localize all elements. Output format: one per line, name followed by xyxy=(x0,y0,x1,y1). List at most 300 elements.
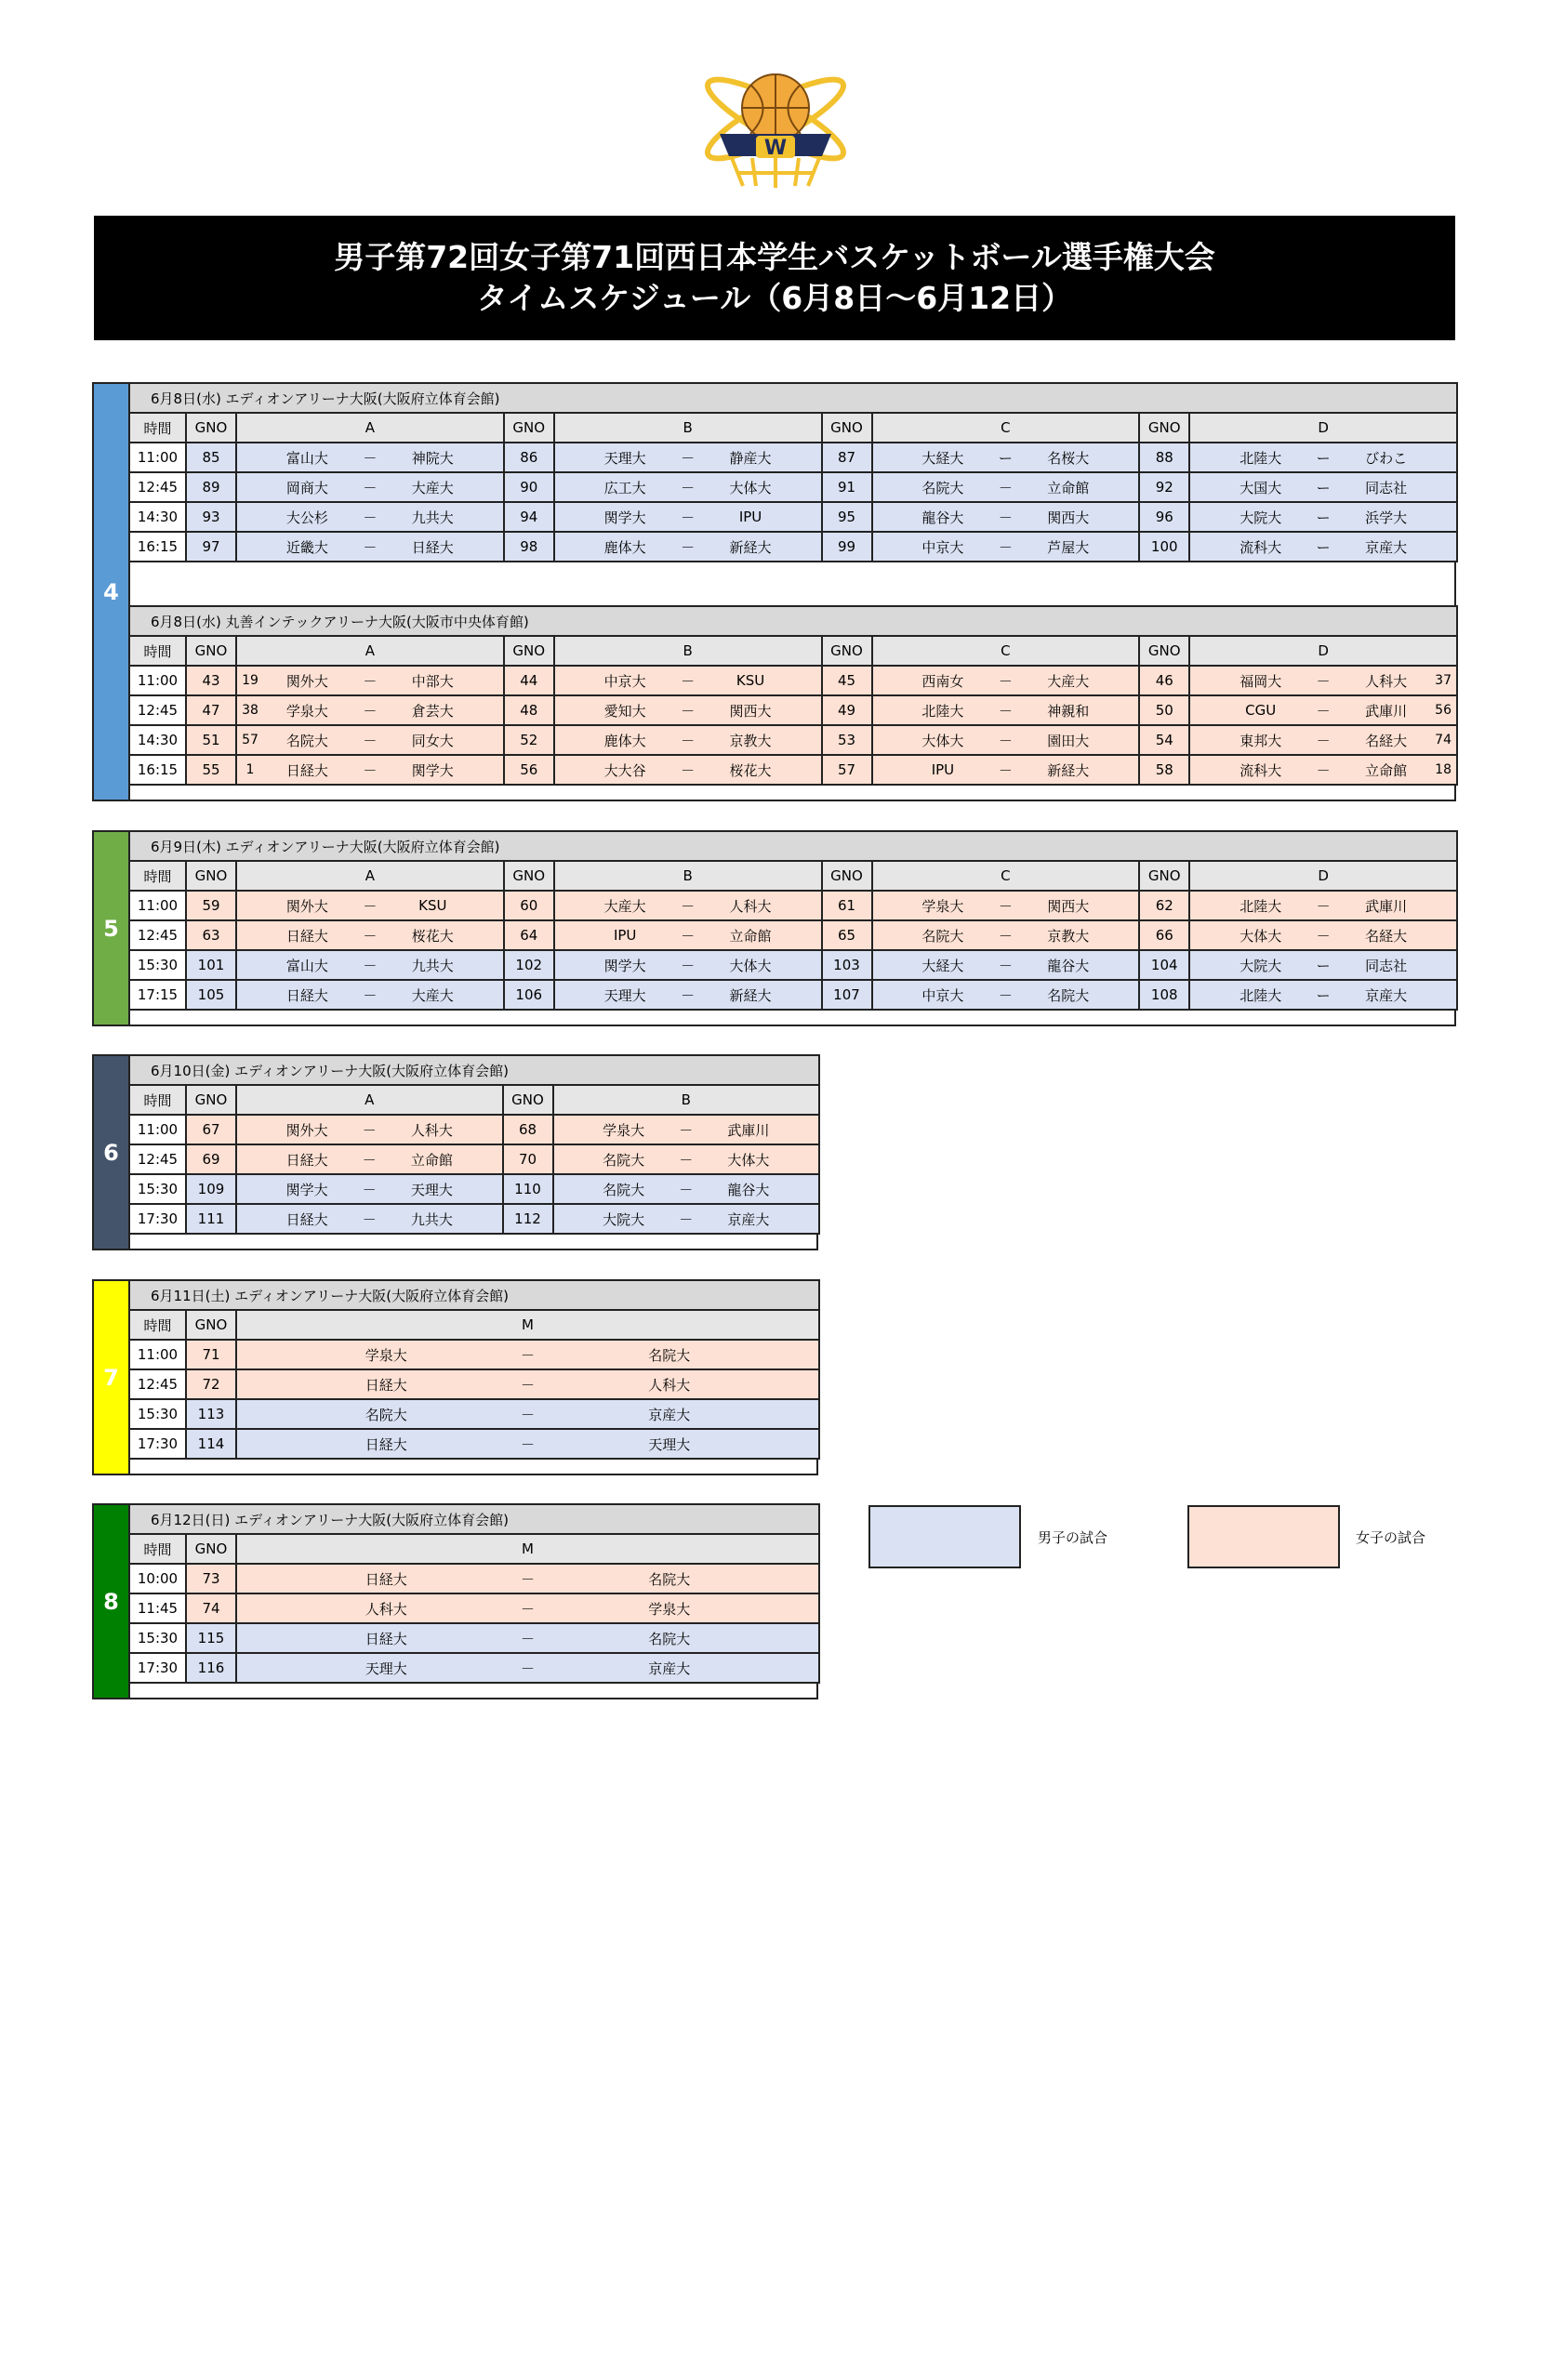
team-away: 京教大 xyxy=(729,732,772,749)
match-cell xyxy=(872,532,1140,562)
versus-sep: － xyxy=(362,1151,377,1169)
match-cell xyxy=(553,1144,820,1174)
match-cell xyxy=(554,920,822,950)
time-cell: 12:45 xyxy=(129,472,186,502)
table-row xyxy=(129,666,1457,695)
header-court: M xyxy=(236,1534,819,1564)
versus-sep: － xyxy=(363,761,378,779)
versus-sep: － xyxy=(363,897,378,915)
match-cell xyxy=(872,950,1140,980)
match-cell xyxy=(1189,950,1457,980)
versus-sep: － xyxy=(1316,732,1331,749)
venue-title: 6月11日(土) エディオンアリーナ大阪(大阪府立体育会館) xyxy=(129,1280,819,1310)
team-away: 中部大 xyxy=(411,672,454,690)
match-cell xyxy=(236,1429,819,1459)
team-home: 岡商大 xyxy=(285,479,328,496)
versus-sep: － xyxy=(681,957,696,974)
versus-sep: － xyxy=(1316,672,1331,690)
team-home: 中京大 xyxy=(603,672,646,690)
match-cell xyxy=(236,1399,819,1429)
schedule-table xyxy=(128,1054,820,1235)
match-cell xyxy=(1189,725,1457,755)
team-away: 立命館 xyxy=(1365,761,1408,779)
team-away: 京産大 xyxy=(1365,538,1408,556)
match-cell xyxy=(872,666,1140,695)
header-gno: GNO xyxy=(822,861,872,891)
seed-right: 56 xyxy=(1435,703,1452,718)
game-number: 65 xyxy=(822,920,872,950)
game-number: 45 xyxy=(822,666,872,695)
match-cell xyxy=(236,1204,503,1234)
time-cell: 11:00 xyxy=(129,443,186,472)
table-row xyxy=(129,1623,819,1653)
header-time: 時間 xyxy=(129,636,186,666)
team-home: 北陸大 xyxy=(1239,897,1282,915)
team-home: 流科大 xyxy=(1239,538,1282,556)
versus-sep: － xyxy=(998,672,1013,690)
header-court: C xyxy=(872,636,1140,666)
team-home: 北陸大 xyxy=(921,702,964,720)
team-home: 西南女 xyxy=(921,672,964,690)
match-cell xyxy=(1189,695,1457,725)
game-number: 106 xyxy=(504,980,554,1010)
match-cell xyxy=(1189,666,1457,695)
versus-sep: － xyxy=(363,509,378,526)
table-row xyxy=(129,1399,819,1429)
time-cell: 12:45 xyxy=(129,920,186,950)
versus-sep: － xyxy=(521,1376,536,1394)
team-home: 日経大 xyxy=(285,1210,328,1228)
game-number: 69 xyxy=(186,1144,236,1174)
header-gno: GNO xyxy=(503,1085,553,1115)
versus-sep: － xyxy=(521,1435,536,1453)
team-away: 九共大 xyxy=(411,957,454,974)
match-cell xyxy=(236,502,504,532)
game-number: 115 xyxy=(186,1623,236,1653)
game-number: 50 xyxy=(1139,695,1189,725)
day-number: 7 xyxy=(94,1281,130,1474)
match-cell xyxy=(236,666,504,695)
versus-sep: － xyxy=(363,927,378,945)
time-cell: 12:45 xyxy=(129,1369,186,1399)
team-home: 大体大 xyxy=(921,732,964,749)
versus-sep: － xyxy=(1316,927,1331,945)
table-row xyxy=(129,1144,819,1174)
team-away: 武庫川 xyxy=(1365,897,1408,915)
team-home: 学泉大 xyxy=(603,1121,645,1139)
game-number: 111 xyxy=(186,1204,236,1234)
match-cell xyxy=(236,980,504,1010)
game-number: 100 xyxy=(1139,532,1189,562)
match-cell xyxy=(554,666,822,695)
versus-sep: － xyxy=(521,1570,536,1588)
team-away: 人科大 xyxy=(1365,672,1408,690)
team-home: 東邦大 xyxy=(1239,732,1282,749)
team-home: 富山大 xyxy=(285,449,328,467)
title-line-1: 男子第72回女子第71回西日本学生バスケットボール選手権大会 xyxy=(334,239,1215,275)
match-cell xyxy=(236,443,504,472)
day-block xyxy=(92,1279,818,1475)
versus-sep: － xyxy=(362,1121,377,1139)
header-gno: GNO xyxy=(504,413,554,443)
team-away: 浜学大 xyxy=(1365,509,1408,526)
header-court: A xyxy=(236,861,504,891)
header-time: 時間 xyxy=(129,413,186,443)
game-number: 110 xyxy=(503,1174,553,1204)
team-home: 龍谷大 xyxy=(921,509,964,526)
team-away: 名院大 xyxy=(648,1630,691,1647)
seed-left: 1 xyxy=(245,762,255,777)
team-home: 名院大 xyxy=(921,479,964,496)
header-gno: GNO xyxy=(186,413,236,443)
header-court: A xyxy=(236,636,504,666)
time-cell: 15:30 xyxy=(129,1623,186,1653)
header-court: D xyxy=(1189,413,1457,443)
team-away: 大産大 xyxy=(411,479,454,496)
game-number: 116 xyxy=(186,1653,236,1683)
team-home: 天理大 xyxy=(603,449,646,467)
team-home: 関学大 xyxy=(603,509,646,526)
game-number: 73 xyxy=(186,1564,236,1593)
header-court: A xyxy=(236,1085,503,1115)
match-cell xyxy=(1189,472,1457,502)
game-number: 93 xyxy=(186,502,236,532)
match-cell xyxy=(872,472,1140,502)
game-number: 88 xyxy=(1139,443,1189,472)
match-cell xyxy=(1189,532,1457,562)
versus-sep: － xyxy=(998,927,1013,945)
time-cell: 11:00 xyxy=(129,1340,186,1369)
header-court: A xyxy=(236,413,504,443)
team-away: 神院大 xyxy=(411,449,454,467)
header-gno: GNO xyxy=(822,413,872,443)
versus-sep: － xyxy=(681,672,696,690)
table-row xyxy=(129,725,1457,755)
time-cell: 11:45 xyxy=(129,1593,186,1623)
header-gno: GNO xyxy=(1139,636,1189,666)
team-away: 桜花大 xyxy=(411,927,454,945)
team-away: 天理大 xyxy=(410,1181,453,1198)
game-number: 105 xyxy=(186,980,236,1010)
day-number: 5 xyxy=(94,832,130,1025)
day-block xyxy=(92,1503,818,1699)
team-home: 名院大 xyxy=(603,1151,645,1169)
day-number: 6 xyxy=(94,1056,130,1249)
team-home: 名院大 xyxy=(365,1406,407,1423)
day-block xyxy=(92,830,1456,1026)
game-number: 74 xyxy=(186,1593,236,1623)
game-number: 112 xyxy=(503,1204,553,1234)
versus-sep: － xyxy=(363,672,378,690)
team-away: 同志社 xyxy=(1365,957,1408,974)
header-court: B xyxy=(554,413,822,443)
team-away: 京産大 xyxy=(1365,986,1408,1004)
table-row xyxy=(129,891,1457,920)
match-cell xyxy=(1189,502,1457,532)
versus-sep: － xyxy=(998,732,1013,749)
match-cell xyxy=(554,443,822,472)
team-away: 武庫川 xyxy=(1365,702,1408,720)
game-number: 103 xyxy=(822,950,872,980)
match-cell xyxy=(236,755,504,785)
team-away: 龍谷大 xyxy=(1047,957,1090,974)
match-cell xyxy=(872,695,1140,725)
table-row xyxy=(129,532,1457,562)
venue-title: 6月12日(日) エディオンアリーナ大阪(大阪府立体育会館) xyxy=(129,1504,819,1534)
team-away: 九共大 xyxy=(411,509,454,526)
match-cell xyxy=(236,1623,819,1653)
match-cell xyxy=(236,472,504,502)
versus-sep: － xyxy=(1316,702,1331,720)
versus-sep: － xyxy=(363,702,378,720)
match-cell xyxy=(236,695,504,725)
table-row xyxy=(129,1429,819,1459)
match-cell xyxy=(553,1204,820,1234)
game-number: 51 xyxy=(186,725,236,755)
table-row xyxy=(129,472,1457,502)
match-cell xyxy=(554,532,822,562)
game-number: 54 xyxy=(1139,725,1189,755)
table-row xyxy=(129,1115,819,1144)
match-cell xyxy=(236,1564,819,1593)
team-home: 天理大 xyxy=(365,1659,407,1677)
team-home: 大経大 xyxy=(921,449,964,467)
versus-sep: ー xyxy=(1316,509,1331,526)
game-number: 49 xyxy=(822,695,872,725)
schedule-table xyxy=(128,830,1458,1011)
time-cell: 12:45 xyxy=(129,1144,186,1174)
team-home: 近畿大 xyxy=(285,538,328,556)
versus-sep: － xyxy=(521,1406,536,1423)
game-number: 68 xyxy=(503,1115,553,1144)
match-cell xyxy=(554,502,822,532)
team-away: 新経大 xyxy=(1047,761,1090,779)
team-home: 流科大 xyxy=(1239,761,1282,779)
game-number: 90 xyxy=(504,472,554,502)
versus-sep: － xyxy=(521,1659,536,1677)
time-cell: 17:30 xyxy=(129,1429,186,1459)
table-row xyxy=(129,1174,819,1204)
team-home: 学泉大 xyxy=(921,897,964,915)
game-number: 67 xyxy=(186,1115,236,1144)
header-court: B xyxy=(554,636,822,666)
seed-left: 38 xyxy=(242,703,258,718)
time-cell: 15:30 xyxy=(129,950,186,980)
team-home: CGU xyxy=(1245,702,1277,719)
game-number: 53 xyxy=(822,725,872,755)
versus-sep: － xyxy=(521,1630,536,1647)
game-number: 56 xyxy=(504,755,554,785)
game-number: 48 xyxy=(504,695,554,725)
team-home: 大大谷 xyxy=(603,761,646,779)
game-number: 95 xyxy=(822,502,872,532)
match-cell xyxy=(236,1369,819,1399)
team-away: 人科大 xyxy=(648,1376,691,1394)
match-cell xyxy=(236,1144,503,1174)
game-number: 113 xyxy=(186,1399,236,1429)
team-away: KSU xyxy=(736,672,765,689)
legend-women-swatch xyxy=(1187,1505,1340,1568)
team-away: 学泉大 xyxy=(648,1600,691,1618)
game-number: 86 xyxy=(504,443,554,472)
header-gno: GNO xyxy=(822,636,872,666)
match-cell xyxy=(554,950,822,980)
team-home: 日経大 xyxy=(285,761,328,779)
time-cell: 17:30 xyxy=(129,1653,186,1683)
team-home: 学泉大 xyxy=(285,702,328,720)
team-away: 大産大 xyxy=(411,986,454,1004)
match-cell xyxy=(236,891,504,920)
game-number: 66 xyxy=(1139,920,1189,950)
time-cell: 11:00 xyxy=(129,666,186,695)
game-number: 102 xyxy=(504,950,554,980)
table-row xyxy=(129,1653,819,1683)
team-home: 広工大 xyxy=(603,479,646,496)
team-home: 名院大 xyxy=(603,1181,645,1198)
team-away: 同女大 xyxy=(411,732,454,749)
game-number: 94 xyxy=(504,502,554,532)
versus-sep: － xyxy=(998,957,1013,974)
time-cell: 17:30 xyxy=(129,1204,186,1234)
match-cell xyxy=(872,443,1140,472)
team-home: 関学大 xyxy=(285,1181,328,1198)
versus-sep: － xyxy=(1316,761,1331,779)
versus-sep: ー xyxy=(1316,986,1331,1004)
team-away: 関西大 xyxy=(1047,509,1090,526)
match-cell xyxy=(236,1174,503,1204)
game-number: 47 xyxy=(186,695,236,725)
match-cell xyxy=(554,980,822,1010)
team-away: 九共大 xyxy=(410,1210,453,1228)
team-away: 立命館 xyxy=(729,927,772,945)
versus-sep: － xyxy=(363,732,378,749)
team-away: 新経大 xyxy=(729,538,772,556)
table-row xyxy=(129,755,1457,785)
game-number: 107 xyxy=(822,980,872,1010)
team-home: 中京大 xyxy=(921,538,964,556)
team-away: 神親和 xyxy=(1047,702,1090,720)
seed-right: 18 xyxy=(1435,762,1452,777)
game-number: 98 xyxy=(504,532,554,562)
logo-letter: W xyxy=(763,137,788,160)
time-cell: 11:00 xyxy=(129,1115,186,1144)
schedule-table xyxy=(128,1503,820,1684)
game-number: 62 xyxy=(1139,891,1189,920)
team-away: 京産大 xyxy=(648,1659,691,1677)
match-cell xyxy=(236,1593,819,1623)
table-row xyxy=(129,1204,819,1234)
header-court: M xyxy=(236,1310,819,1340)
game-number: 52 xyxy=(504,725,554,755)
match-cell xyxy=(1189,920,1457,950)
day-block xyxy=(92,1054,818,1250)
seed-right: 74 xyxy=(1435,733,1452,747)
header-gno: GNO xyxy=(186,636,236,666)
team-home: 大産大 xyxy=(603,897,646,915)
versus-sep: － xyxy=(681,479,696,496)
team-home: 人科大 xyxy=(365,1600,407,1618)
versus-sep: ー xyxy=(1316,449,1331,467)
team-away: 同志社 xyxy=(1365,479,1408,496)
header-time: 時間 xyxy=(129,1085,186,1115)
team-away: 大体大 xyxy=(727,1151,770,1169)
game-number: 70 xyxy=(503,1144,553,1174)
title-line-2: タイムスケジュール（6月8日～6月12日） xyxy=(476,280,1073,316)
team-away: 桜花大 xyxy=(729,761,772,779)
game-number: 58 xyxy=(1139,755,1189,785)
match-cell xyxy=(872,725,1140,755)
team-away: 京産大 xyxy=(648,1406,691,1423)
time-cell: 15:30 xyxy=(129,1174,186,1204)
time-cell: 11:00 xyxy=(129,891,186,920)
game-number: 101 xyxy=(186,950,236,980)
team-away: 人科大 xyxy=(729,897,772,915)
versus-sep: － xyxy=(362,1181,377,1198)
game-number: 85 xyxy=(186,443,236,472)
versus-sep: － xyxy=(363,479,378,496)
versus-sep: ー xyxy=(998,449,1013,467)
team-home: 関外大 xyxy=(285,1121,328,1139)
time-cell: 12:45 xyxy=(129,695,186,725)
game-number: 91 xyxy=(822,472,872,502)
team-home: 天理大 xyxy=(603,986,646,1004)
versus-sep: － xyxy=(363,957,378,974)
game-number: 43 xyxy=(186,666,236,695)
match-cell xyxy=(554,725,822,755)
team-home: 日経大 xyxy=(365,1570,407,1588)
team-away: 園田大 xyxy=(1047,732,1090,749)
versus-sep: － xyxy=(1316,897,1331,915)
table-row xyxy=(129,502,1457,532)
versus-sep: － xyxy=(679,1151,694,1169)
team-home: 日経大 xyxy=(285,927,328,945)
versus-sep: ー xyxy=(1316,479,1331,496)
seed-left: 19 xyxy=(242,673,258,688)
table-row xyxy=(129,950,1457,980)
versus-sep: － xyxy=(679,1121,694,1139)
match-cell xyxy=(554,891,822,920)
legend-men-label: 男子の試合 xyxy=(1038,1529,1108,1546)
match-cell xyxy=(553,1115,820,1144)
versus-sep: － xyxy=(681,702,696,720)
team-away: 京教大 xyxy=(1047,927,1090,945)
match-cell xyxy=(236,1115,503,1144)
header-court: B xyxy=(554,861,822,891)
header-gno: GNO xyxy=(504,861,554,891)
header-court: C xyxy=(872,861,1140,891)
versus-sep: － xyxy=(362,1210,377,1228)
team-home: 中京大 xyxy=(921,986,964,1004)
table-row xyxy=(129,920,1457,950)
versus-sep: － xyxy=(681,732,696,749)
seed-left: 57 xyxy=(242,733,258,747)
legend-men-swatch xyxy=(868,1505,1021,1568)
team-home: 大院大 xyxy=(1239,957,1282,974)
versus-sep: ー xyxy=(1316,538,1331,556)
team-home: 大国大 xyxy=(1239,479,1282,496)
team-away: 倉芸大 xyxy=(411,702,454,720)
time-cell: 10:00 xyxy=(129,1564,186,1593)
team-away: 関西大 xyxy=(1047,897,1090,915)
versus-sep: － xyxy=(681,538,696,556)
versus-sep: － xyxy=(681,897,696,915)
team-away: 名経大 xyxy=(1365,927,1408,945)
team-away: 関学大 xyxy=(411,761,454,779)
header-court: D xyxy=(1189,636,1457,666)
versus-sep: － xyxy=(998,509,1013,526)
basketball-logo xyxy=(695,61,856,195)
match-cell xyxy=(553,1174,820,1204)
